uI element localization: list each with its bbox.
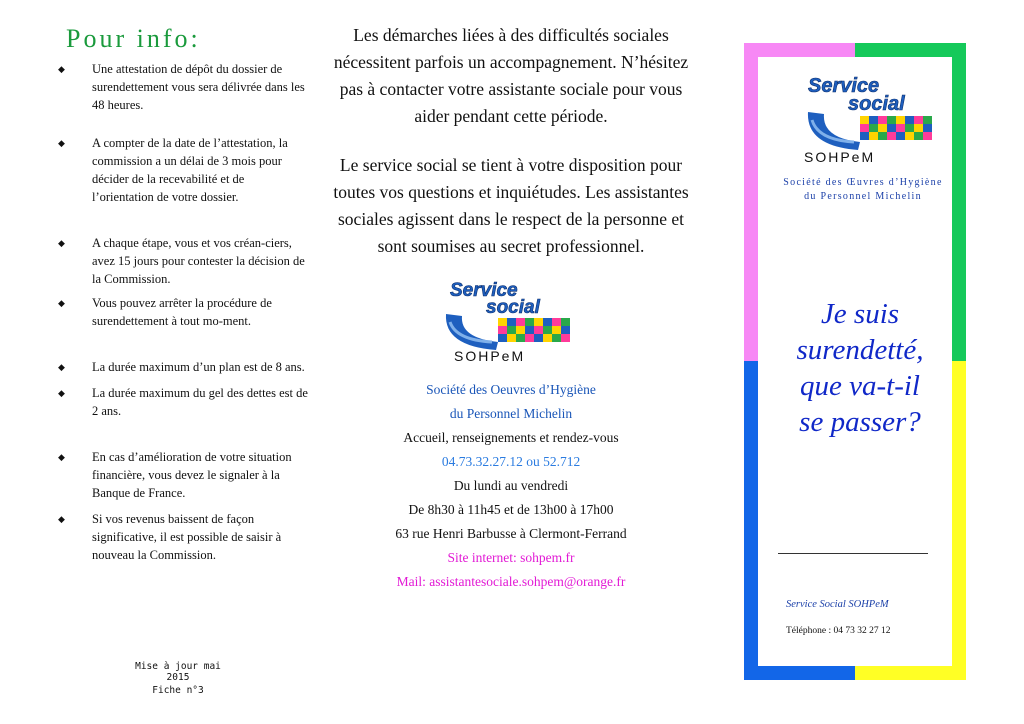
service-paragraph: Le service social se tient à votre disposition pour toutes vos questions et inquiétudes. Les assistantes sociales agissent dans le respect de la personne et sont soumises au secret professionnel. <box>333 155 689 256</box>
list-item: ◆ La durée maximum du gel des dettes est de 2 ans. <box>58 386 308 418</box>
info-list <box>58 60 308 564</box>
list-item: ◆ La durée maximum d’un plan est de 8 ans. <box>58 360 305 374</box>
info-title: Pour info: <box>66 24 201 53</box>
list-item: ◆ En cas d’amélioration de votre situation financière, vous devez le signaler à la Banque de France. <box>58 450 292 500</box>
list-item: ◆ A chaque étape, vous et vos créan-ciers, avez 15 jours pour contester la décision de la Commission. <box>58 236 305 286</box>
svg-text:Service: Service <box>450 280 518 301</box>
list-item: ◆ Vous pouvez arrêter la procédure de surendettement à tout mo-ment. <box>58 296 272 328</box>
update-note: Mise à jour mai 2015 <box>135 661 221 683</box>
cover-headline <box>765 296 955 440</box>
headline-line-2: surendetté, <box>796 334 924 366</box>
diamond-bullet-icon: ◆ <box>58 64 65 74</box>
email-link[interactable]: Mail: assistantesociale.sohpem@orange.fr <box>396 574 626 589</box>
headline-line-1: Je suis <box>820 298 900 330</box>
headline-line-4: se passer? <box>799 406 921 438</box>
svg-text:Service: Service <box>808 75 880 97</box>
list-item: ◆ A compter de la date de l’attestation, la commission a un délai de 3 mois pour décider de la recevabilité et de l’orientation de votre dossier. <box>58 136 288 204</box>
diamond-bullet-icon: ◆ <box>58 452 65 462</box>
service-social-logo <box>436 276 586 364</box>
address: 63 rue Henri Barbusse à Clermont-Ferrand <box>395 526 627 541</box>
service-name: Service Social SOHPeM <box>786 599 889 610</box>
org-name-line-2: du Personnel Michelin <box>449 406 573 421</box>
diamond-bullet-icon: ◆ <box>58 238 65 248</box>
opening-days: Du lundi au vendredi <box>453 478 569 493</box>
svg-text:SOHPeM: SOHPeM <box>804 149 876 164</box>
phone-numbers: 04.73.32.27.12 ou 52.712 <box>441 454 581 469</box>
contact-block <box>330 378 692 594</box>
website-link[interactable]: Site internet: sohpem.fr <box>447 550 575 565</box>
list-item: ◆ Si vos revenus baissent de façon significative, il est possible de saisir à nouveau la Commission. <box>58 512 282 562</box>
reception-text: Accueil, renseignements et rendez-vous <box>403 430 619 445</box>
diamond-bullet-icon: ◆ <box>58 362 65 372</box>
org-name-line-1: Société des Oeuvres d’Hygiène <box>426 382 596 397</box>
sheet-number: Fiche n°3 <box>152 685 204 696</box>
svg-text:social: social <box>848 93 905 115</box>
diamond-bullet-icon: ◆ <box>58 388 65 398</box>
divider <box>778 553 928 554</box>
middle-panel <box>330 22 692 594</box>
svg-text:social: social <box>486 297 540 318</box>
intro-paragraph: Les démarches liées à des difficultés sociales nécessitent parfois un accompagnement. N’hésitez pas à contacter votre assistante sociale pour vous aider pendant cette période. <box>333 25 689 126</box>
telephone: Téléphone : 04 73 32 27 12 <box>786 626 891 636</box>
left-panel <box>58 24 308 564</box>
headline-line-3: que va-t-il <box>800 370 920 402</box>
diamond-bullet-icon: ◆ <box>58 298 65 308</box>
diamond-bullet-icon: ◆ <box>58 138 65 148</box>
service-social-logo-cover <box>798 72 948 164</box>
opening-hours: De 8h30 à 11h45 et de 13h00 à 17h00 <box>408 502 614 517</box>
diamond-bullet-icon: ◆ <box>58 514 65 524</box>
society-name: Société des Œuvres d’Hygiène du Personnel Michelin <box>783 177 943 202</box>
svg-text:SOHPeM: SOHPeM <box>454 348 526 364</box>
list-item: ◆ Une attestation de dépôt du dossier de surendettement vous sera délivrée dans les 48 heures. <box>58 62 305 112</box>
